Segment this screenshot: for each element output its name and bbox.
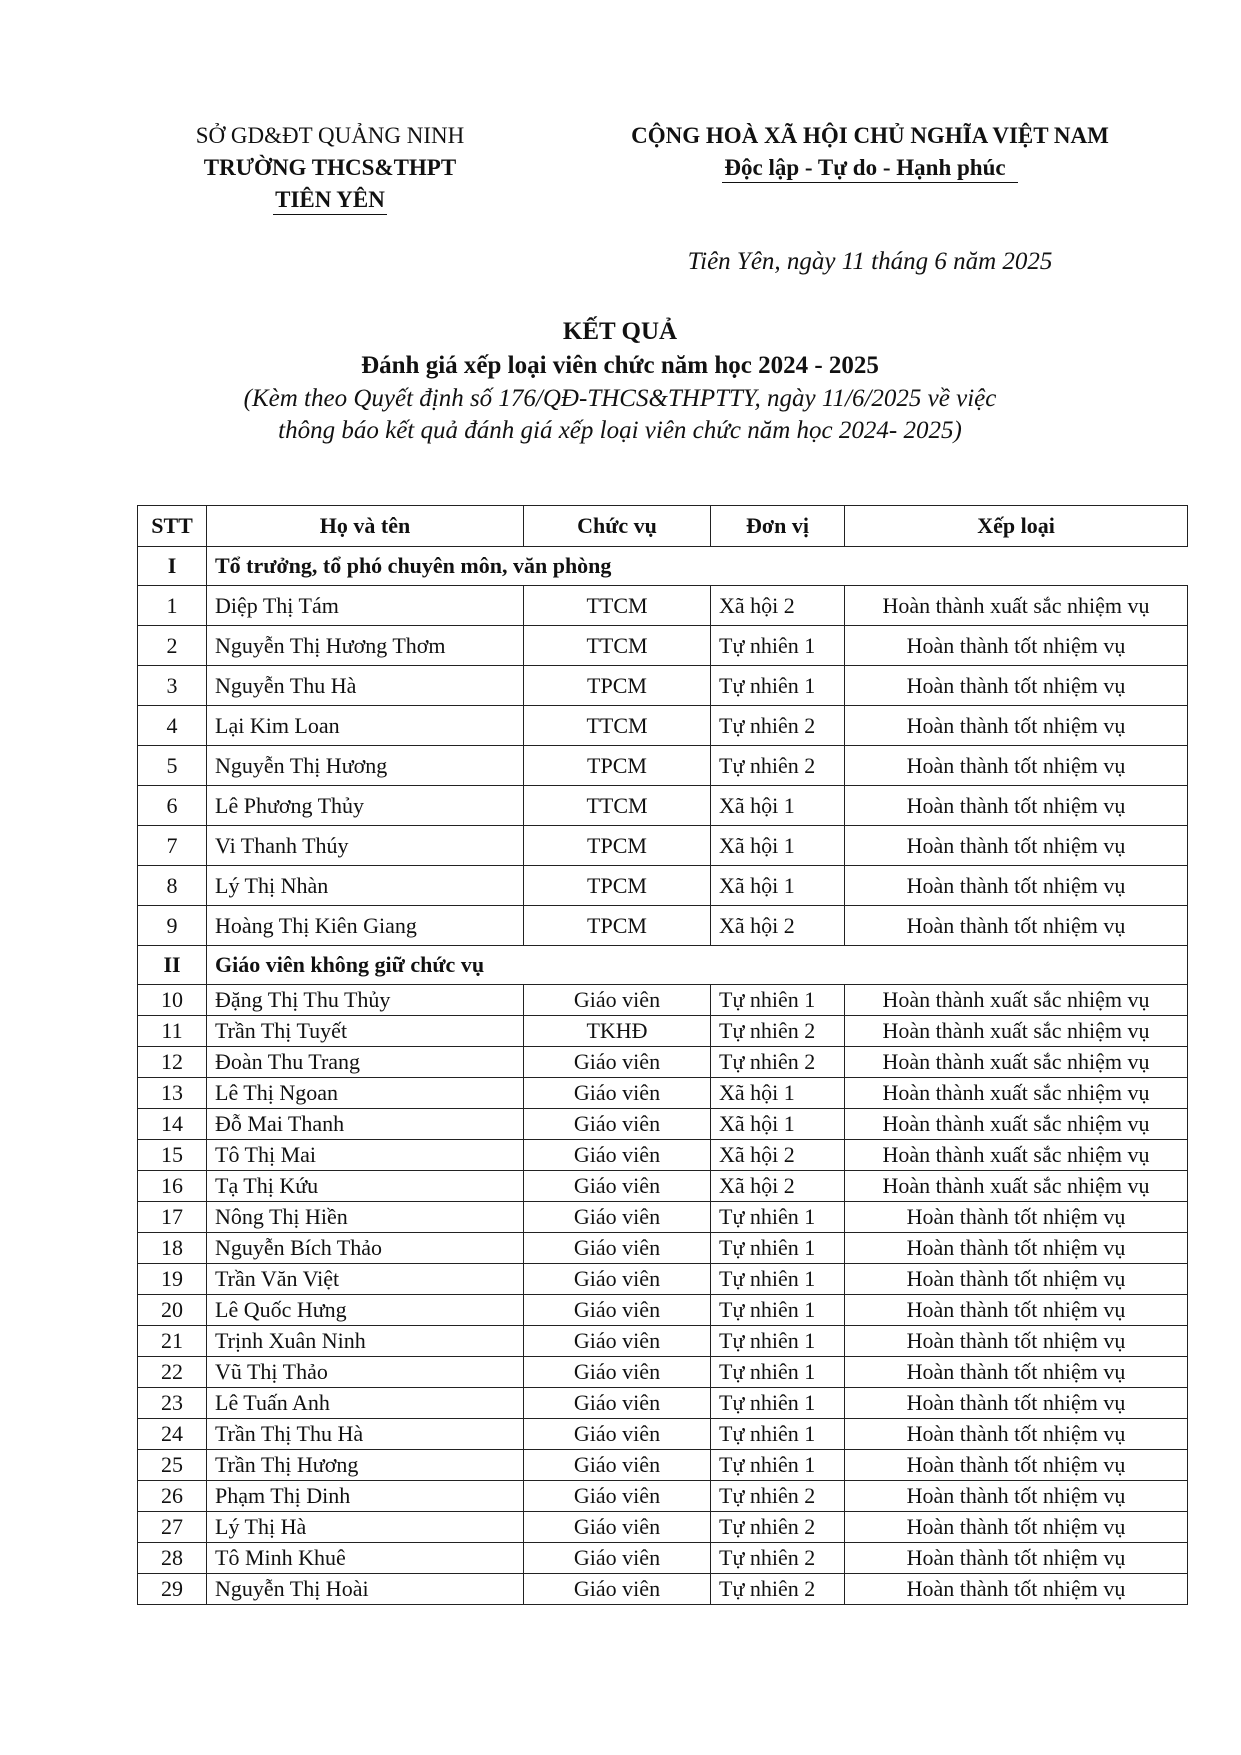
school-name-line1: TRƯỜNG THCS&THPT <box>203 155 457 180</box>
row-unit: Tự nhiên 2 <box>711 1543 845 1574</box>
row-rank: Hoàn thành tốt nhiệm vụ <box>845 666 1188 706</box>
row-role: Giáo viên <box>524 1171 711 1202</box>
row-stt: 23 <box>138 1388 207 1419</box>
table-row <box>138 1171 1188 1202</box>
document-note-line1: (Kèm theo Quyết định số 176/QĐ-THCS&THPTTY, ngày 11/6/2025 về việc <box>243 385 997 412</box>
row-unit: Tự nhiên 1 <box>711 1326 845 1357</box>
row-role: Giáo viên <box>524 1326 711 1357</box>
row-name: Nguyễn Thị Hương Thơm <box>207 626 524 666</box>
row-stt: 15 <box>138 1140 207 1171</box>
table-row <box>138 1264 1188 1295</box>
table-row <box>138 586 1188 626</box>
table-row <box>138 985 1188 1016</box>
school-name-line2: TIÊN YÊN <box>273 186 387 215</box>
row-role: TTCM <box>524 586 711 626</box>
table-row <box>138 1326 1188 1357</box>
row-unit: Tự nhiên 2 <box>711 706 845 746</box>
row-unit: Xã hội 1 <box>711 866 845 906</box>
row-rank: Hoàn thành tốt nhiệm vụ <box>845 626 1188 666</box>
department-name: SỞ GD&ĐT QUẢNG NINH <box>195 123 465 148</box>
table-header-row <box>138 506 1188 547</box>
row-rank: Hoàn thành tốt nhiệm vụ <box>845 1202 1188 1233</box>
row-name: Trần Văn Việt <box>207 1264 524 1295</box>
table-row <box>138 826 1188 866</box>
row-name: Nông Thị Hiền <box>207 1202 524 1233</box>
row-rank: Hoàn thành xuất sắc nhiệm vụ <box>845 1078 1188 1109</box>
row-stt: 8 <box>138 866 207 906</box>
row-stt: 10 <box>138 985 207 1016</box>
row-stt: 29 <box>138 1574 207 1605</box>
row-name: Lê Quốc Hưng <box>207 1295 524 1326</box>
section-label: Giáo viên không giữ chức vụ <box>207 946 1188 985</box>
row-stt: 7 <box>138 826 207 866</box>
table-row <box>138 666 1188 706</box>
row-name: Lê Thị Ngoan <box>207 1078 524 1109</box>
row-name: Nguyễn Bích Thảo <box>207 1233 524 1264</box>
row-role: TPCM <box>524 866 711 906</box>
row-stt: 18 <box>138 1233 207 1264</box>
row-name: Lê Phương Thủy <box>207 786 524 826</box>
national-header <box>600 120 1140 184</box>
row-name: Đặng Thị Thu Thủy <box>207 985 524 1016</box>
row-rank: Hoàn thành tốt nhiệm vụ <box>845 1419 1188 1450</box>
row-role: Giáo viên <box>524 1264 711 1295</box>
row-stt: 22 <box>138 1357 207 1388</box>
row-stt: 1 <box>138 586 207 626</box>
row-role: Giáo viên <box>524 985 711 1016</box>
table-row <box>138 1388 1188 1419</box>
table-row <box>138 1481 1188 1512</box>
row-stt: 21 <box>138 1326 207 1357</box>
row-role: Giáo viên <box>524 1388 711 1419</box>
table-row <box>138 706 1188 746</box>
row-rank: Hoàn thành xuất sắc nhiệm vụ <box>845 985 1188 1016</box>
document-date: Tiên Yên, ngày 11 tháng 6 năm 2025 <box>687 248 1053 275</box>
row-stt: 16 <box>138 1171 207 1202</box>
row-unit: Tự nhiên 2 <box>711 1016 845 1047</box>
row-stt: 20 <box>138 1295 207 1326</box>
row-role: Giáo viên <box>524 1202 711 1233</box>
row-stt: 24 <box>138 1419 207 1450</box>
national-motto: Độc lập - Tự do - Hạnh phúc <box>722 154 1017 183</box>
row-stt: 9 <box>138 906 207 946</box>
row-name: Hoàng Thị Kiên Giang <box>207 906 524 946</box>
row-unit: Xã hội 1 <box>711 786 845 826</box>
row-stt: 13 <box>138 1078 207 1109</box>
section-number: II <box>138 946 207 985</box>
row-rank: Hoàn thành tốt nhiệm vụ <box>845 1574 1188 1605</box>
section-label: Tổ trưởng, tổ phó chuyên môn, văn phòng <box>207 547 1188 586</box>
row-name: Tô Thị Mai <box>207 1140 524 1171</box>
row-unit: Xã hội 1 <box>711 826 845 866</box>
table-row <box>138 1574 1188 1605</box>
row-name: Nguyễn Thu Hà <box>207 666 524 706</box>
row-unit: Tự nhiên 1 <box>711 1202 845 1233</box>
row-rank: Hoàn thành tốt nhiệm vụ <box>845 866 1188 906</box>
table-row <box>138 746 1188 786</box>
row-rank: Hoàn thành xuất sắc nhiệm vụ <box>845 1140 1188 1171</box>
section-row <box>138 946 1188 985</box>
row-unit: Tự nhiên 1 <box>711 1264 845 1295</box>
country-name: CỘNG HOÀ XÃ HỘI CHỦ NGHĨA VIỆT NAM <box>631 123 1109 148</box>
row-role: TPCM <box>524 906 711 946</box>
document-note-line2: thông báo kết quả đánh giá xếp loại viên chức năm học 2024- 2025) <box>278 417 962 444</box>
row-rank: Hoàn thành tốt nhiệm vụ <box>845 1264 1188 1295</box>
row-role: Giáo viên <box>524 1047 711 1078</box>
row-role: Giáo viên <box>524 1481 711 1512</box>
row-rank: Hoàn thành tốt nhiệm vụ <box>845 1388 1188 1419</box>
header-rank: Xếp loại <box>845 506 1188 547</box>
row-unit: Tự nhiên 2 <box>711 1047 845 1078</box>
row-role: Giáo viên <box>524 1295 711 1326</box>
row-role: Giáo viên <box>524 1140 711 1171</box>
table-row <box>138 1078 1188 1109</box>
table-row <box>138 1543 1188 1574</box>
table-row <box>138 1202 1188 1233</box>
row-name: Trần Thị Thu Hà <box>207 1419 524 1450</box>
row-unit: Tự nhiên 1 <box>711 666 845 706</box>
row-role: Giáo viên <box>524 1543 711 1574</box>
row-rank: Hoàn thành tốt nhiệm vụ <box>845 1450 1188 1481</box>
row-name: Lý Thị Nhàn <box>207 866 524 906</box>
row-rank: Hoàn thành xuất sắc nhiệm vụ <box>845 1016 1188 1047</box>
row-rank: Hoàn thành xuất sắc nhiệm vụ <box>845 1047 1188 1078</box>
row-role: TPCM <box>524 826 711 866</box>
row-name: Đỗ Mai Thanh <box>207 1109 524 1140</box>
row-name: Vi Thanh Thúy <box>207 826 524 866</box>
row-rank: Hoàn thành tốt nhiệm vụ <box>845 786 1188 826</box>
row-role: Giáo viên <box>524 1078 711 1109</box>
row-unit: Tự nhiên 1 <box>711 1388 845 1419</box>
row-name: Đoàn Thu Trang <box>207 1047 524 1078</box>
table-row <box>138 1016 1188 1047</box>
row-role: Giáo viên <box>524 1109 711 1140</box>
results-table <box>137 505 1188 1605</box>
row-rank: Hoàn thành xuất sắc nhiệm vụ <box>845 1171 1188 1202</box>
row-role: Giáo viên <box>524 1450 711 1481</box>
row-unit: Tự nhiên 1 <box>711 1233 845 1264</box>
row-unit: Xã hội 2 <box>711 1140 845 1171</box>
row-unit: Tự nhiên 1 <box>711 1295 845 1326</box>
row-name: Nguyễn Thị Hương <box>207 746 524 786</box>
row-stt: 11 <box>138 1016 207 1047</box>
document-subtitle: Đánh giá xếp loại viên chức năm học 2024 - 2025 <box>361 352 879 379</box>
header-role: Chức vụ <box>524 506 711 547</box>
row-unit: Tự nhiên 1 <box>711 1357 845 1388</box>
row-unit: Tự nhiên 1 <box>711 626 845 666</box>
section-number: I <box>138 547 207 586</box>
row-unit: Tự nhiên 2 <box>711 1481 845 1512</box>
table-row <box>138 1295 1188 1326</box>
row-unit: Tự nhiên 1 <box>711 1450 845 1481</box>
table-row <box>138 1233 1188 1264</box>
row-unit: Xã hội 2 <box>711 906 845 946</box>
issuer-header <box>180 120 480 216</box>
row-rank: Hoàn thành tốt nhiệm vụ <box>845 1512 1188 1543</box>
row-role: Giáo viên <box>524 1419 711 1450</box>
row-name: Vũ Thị Thảo <box>207 1357 524 1388</box>
row-rank: Hoàn thành tốt nhiệm vụ <box>845 1295 1188 1326</box>
row-rank: Hoàn thành tốt nhiệm vụ <box>845 706 1188 746</box>
row-rank: Hoàn thành tốt nhiệm vụ <box>845 1543 1188 1574</box>
row-name: Tô Minh Khuê <box>207 1543 524 1574</box>
row-unit: Tự nhiên 1 <box>711 985 845 1016</box>
document-title-block <box>140 315 1100 447</box>
row-unit: Tự nhiên 2 <box>711 1574 845 1605</box>
row-stt: 28 <box>138 1543 207 1574</box>
table-row <box>138 1512 1188 1543</box>
table-row <box>138 1109 1188 1140</box>
row-rank: Hoàn thành tốt nhiệm vụ <box>845 1481 1188 1512</box>
row-role: Giáo viên <box>524 1512 711 1543</box>
row-rank: Hoàn thành xuất sắc nhiệm vụ <box>845 586 1188 626</box>
row-name: Tạ Thị Kứu <box>207 1171 524 1202</box>
table-row <box>138 786 1188 826</box>
row-name: Diệp Thị Tám <box>207 586 524 626</box>
row-role: Giáo viên <box>524 1574 711 1605</box>
row-rank: Hoàn thành tốt nhiệm vụ <box>845 1233 1188 1264</box>
row-stt: 4 <box>138 706 207 746</box>
row-rank: Hoàn thành tốt nhiệm vụ <box>845 906 1188 946</box>
row-stt: 3 <box>138 666 207 706</box>
table-row <box>138 626 1188 666</box>
row-name: Lê Tuấn Anh <box>207 1388 524 1419</box>
row-name: Trần Thị Hương <box>207 1450 524 1481</box>
header-unit: Đơn vị <box>711 506 845 547</box>
row-role: TTCM <box>524 786 711 826</box>
row-rank: Hoàn thành tốt nhiệm vụ <box>845 1326 1188 1357</box>
row-role: TTCM <box>524 626 711 666</box>
table-row <box>138 906 1188 946</box>
row-role: Giáo viên <box>524 1357 711 1388</box>
row-unit: Tự nhiên 1 <box>711 1419 845 1450</box>
row-rank: Hoàn thành tốt nhiệm vụ <box>845 826 1188 866</box>
row-role: TTCM <box>524 706 711 746</box>
row-rank: Hoàn thành tốt nhiệm vụ <box>845 1357 1188 1388</box>
table-row <box>138 866 1188 906</box>
row-role: TPCM <box>524 746 711 786</box>
row-name: Nguyễn Thị Hoài <box>207 1574 524 1605</box>
row-unit: Xã hội 1 <box>711 1109 845 1140</box>
row-name: Trần Thị Tuyết <box>207 1016 524 1047</box>
row-stt: 27 <box>138 1512 207 1543</box>
row-stt: 19 <box>138 1264 207 1295</box>
row-role: Giáo viên <box>524 1233 711 1264</box>
row-stt: 5 <box>138 746 207 786</box>
row-stt: 2 <box>138 626 207 666</box>
header-name: Họ và tên <box>207 506 524 547</box>
table-row <box>138 1047 1188 1078</box>
table-row <box>138 1140 1188 1171</box>
row-rank: Hoàn thành tốt nhiệm vụ <box>845 746 1188 786</box>
row-stt: 17 <box>138 1202 207 1233</box>
row-name: Lý Thị Hà <box>207 1512 524 1543</box>
row-stt: 26 <box>138 1481 207 1512</box>
row-role: TPCM <box>524 666 711 706</box>
table-row <box>138 1357 1188 1388</box>
row-role: TKHĐ <box>524 1016 711 1047</box>
row-stt: 14 <box>138 1109 207 1140</box>
row-unit: Tự nhiên 2 <box>711 1512 845 1543</box>
row-name: Phạm Thị Dinh <box>207 1481 524 1512</box>
row-unit: Xã hội 2 <box>711 586 845 626</box>
row-stt: 12 <box>138 1047 207 1078</box>
row-name: Trịnh Xuân Ninh <box>207 1326 524 1357</box>
header-stt: STT <box>138 506 207 547</box>
table-row <box>138 1450 1188 1481</box>
row-unit: Xã hội 1 <box>711 1078 845 1109</box>
row-unit: Xã hội 2 <box>711 1171 845 1202</box>
document-title: KẾT QUẢ <box>562 318 678 345</box>
row-rank: Hoàn thành xuất sắc nhiệm vụ <box>845 1109 1188 1140</box>
row-stt: 25 <box>138 1450 207 1481</box>
row-unit: Tự nhiên 2 <box>711 746 845 786</box>
table-row <box>138 1419 1188 1450</box>
section-row <box>138 547 1188 586</box>
row-stt: 6 <box>138 786 207 826</box>
row-name: Lại Kim Loan <box>207 706 524 746</box>
